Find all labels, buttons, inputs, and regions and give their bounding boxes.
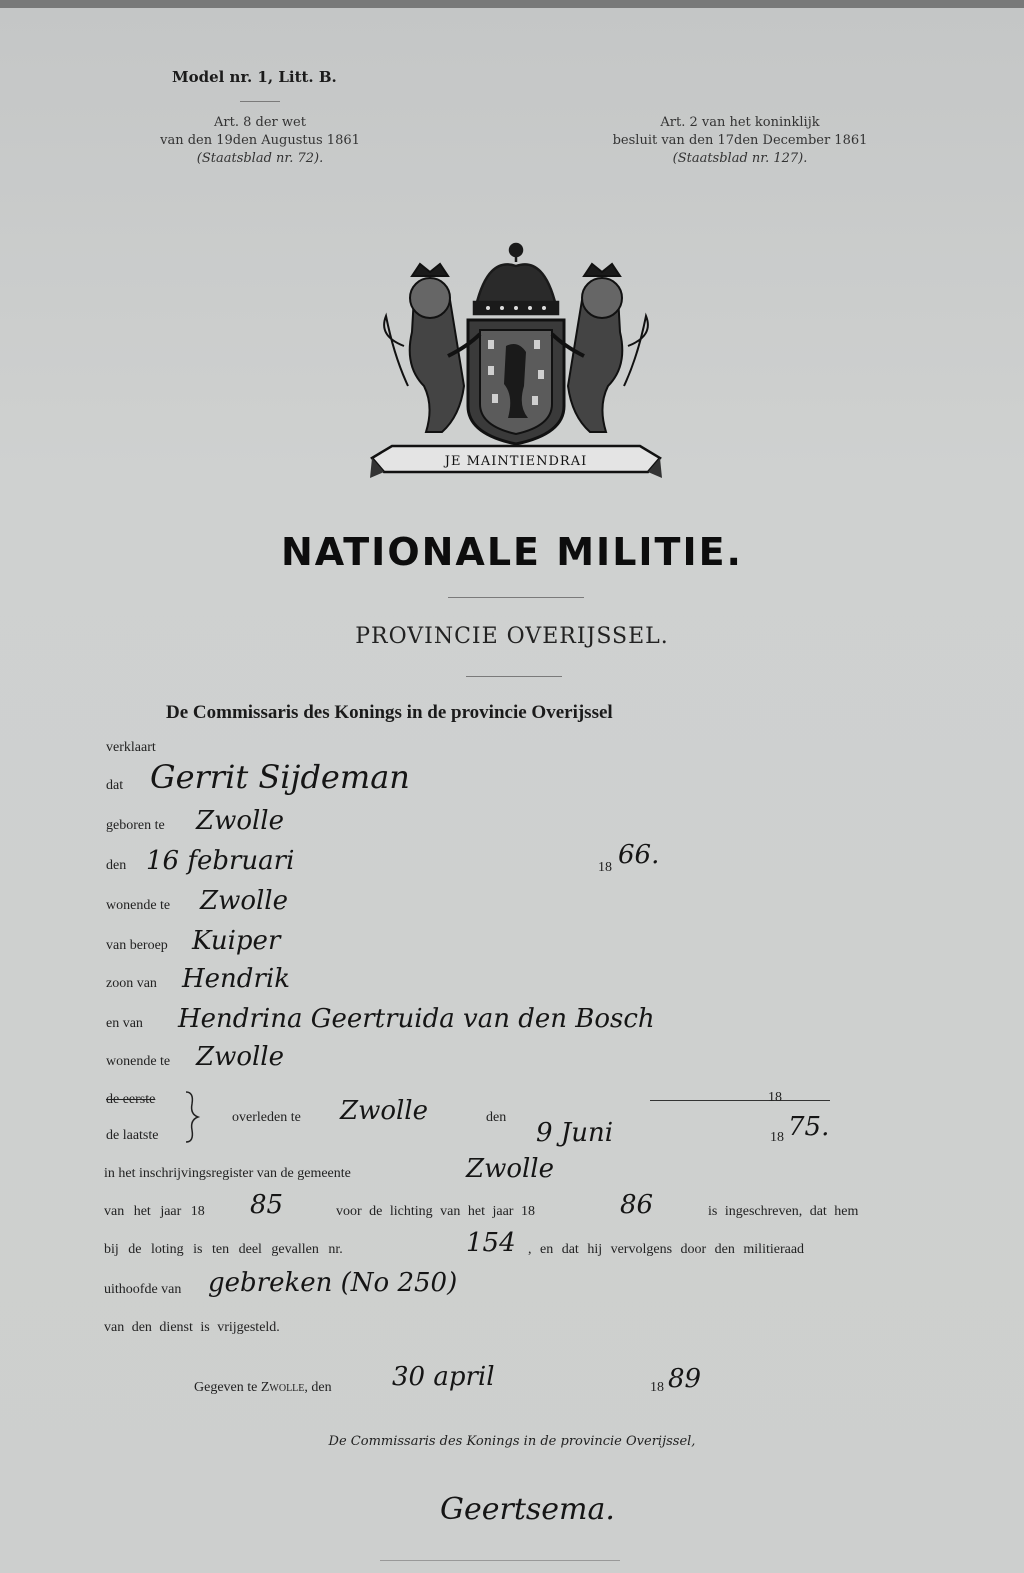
page-title: NATIONALE MILITIE. bbox=[281, 530, 743, 574]
label-van-beroep: van beroep bbox=[106, 938, 168, 953]
field-death-place: Zwolle bbox=[340, 1096, 428, 1126]
text-voor-lichting: voor de lichting van het jaar 18 bbox=[336, 1204, 535, 1219]
coat-of-arms-icon bbox=[368, 236, 664, 484]
field-birth-day: 16 februari bbox=[146, 846, 295, 876]
field-reason: gebreken (No 250) bbox=[208, 1268, 458, 1298]
left-article-line: Art. 8 der wet bbox=[214, 115, 306, 130]
label-dat: dat bbox=[106, 778, 124, 793]
model-number: Model nr. 1, Litt. B. bbox=[172, 68, 337, 86]
label-given-year-prefix: 18 bbox=[650, 1380, 664, 1395]
right-article-line: Art. 2 van het koninklijk bbox=[660, 115, 820, 130]
given-place: Zwolle bbox=[260, 1380, 305, 1395]
field-register-gemeente: Zwolle bbox=[466, 1154, 554, 1184]
label-de-eerste: de eerste bbox=[106, 1092, 156, 1107]
field-name: Gerrit Sijdeman bbox=[150, 758, 410, 796]
field-lichting-year: 86 bbox=[620, 1190, 654, 1220]
field-death-date: 9 Juni bbox=[536, 1118, 614, 1148]
text-register: in het inschrijvingsregister van de gemeente bbox=[104, 1166, 351, 1181]
field-residence: Zwolle bbox=[200, 886, 288, 916]
brace-icon bbox=[182, 1090, 202, 1144]
label-year-prefix-2: 18 bbox=[770, 1130, 784, 1145]
field-death-year: 75. bbox=[788, 1112, 830, 1142]
text-ingeschreven: is ingeschreven, dat hem bbox=[708, 1204, 859, 1219]
field-lot-number: 154 bbox=[466, 1228, 516, 1258]
label-den: den bbox=[106, 858, 127, 873]
right-article-line: besluit van den 17den December 1861 bbox=[612, 133, 868, 148]
right-article-source: (Staatsblad nr. 127). bbox=[672, 151, 808, 166]
given-den: , den bbox=[304, 1380, 332, 1395]
right-article bbox=[590, 114, 890, 168]
divider bbox=[240, 101, 280, 102]
divider bbox=[466, 676, 562, 677]
label-verklaart: verklaart bbox=[106, 740, 156, 755]
label-en-van: en van bbox=[106, 1016, 143, 1031]
text-vrijgesteld: van den dienst is vrijgesteld. bbox=[104, 1320, 280, 1335]
label-year-prefix: 18 bbox=[598, 860, 612, 875]
divider bbox=[380, 1560, 620, 1561]
given-text bbox=[194, 1380, 332, 1396]
field-birth-year: 66. bbox=[618, 840, 660, 870]
given-label: Gegeven te bbox=[194, 1380, 258, 1395]
signature: Geertsema. bbox=[440, 1492, 615, 1527]
label-zoon-van: zoon van bbox=[106, 976, 157, 991]
label-de-laatste: de laatste bbox=[106, 1128, 159, 1143]
field-birthplace: Zwolle bbox=[196, 806, 284, 836]
label-year-18: 18 bbox=[768, 1090, 782, 1105]
text-van-het-jaar: van het jaar 18 bbox=[104, 1204, 205, 1219]
commissioner-heading: De Commissaris des Konings in de provincie Overijssel bbox=[166, 702, 613, 723]
label-wonende-te: wonende te bbox=[106, 898, 171, 913]
field-register-year: 85 bbox=[250, 1190, 284, 1220]
scan-edge bbox=[0, 0, 1024, 8]
province-heading: PROVINCIE OVERIJSSEL. bbox=[355, 624, 669, 649]
label-den-2: den bbox=[486, 1110, 507, 1125]
field-father: Hendrik bbox=[182, 964, 290, 994]
signature-caption: De Commissaris des Konings in de provincie Overijssel, bbox=[328, 1434, 696, 1449]
field-mother: Hendrina Geertruida van den Bosch bbox=[178, 1004, 655, 1034]
label-geboren-te: geboren te bbox=[106, 818, 165, 833]
field-parents-residence: Zwolle bbox=[196, 1042, 284, 1072]
field-given-year: 89 bbox=[668, 1364, 702, 1394]
text-loting: bij de loting is ten deel gevallen nr. bbox=[104, 1242, 343, 1257]
text-vervolgens: , en dat hij vervolgens door den militieraad bbox=[528, 1242, 805, 1257]
left-article-line: van den 19den Augustus 1861 bbox=[160, 133, 360, 148]
field-given-date: 30 april bbox=[392, 1362, 495, 1392]
motto-text: JE MAINTIENDRAI bbox=[444, 454, 588, 469]
label-wonende-te-2: wonende te bbox=[106, 1054, 171, 1069]
left-article bbox=[120, 114, 400, 168]
text-uithoofde: uithoofde van bbox=[104, 1282, 182, 1297]
label-overleden-te: overleden te bbox=[232, 1110, 301, 1125]
strike-line bbox=[650, 1100, 830, 1101]
field-occupation: Kuiper bbox=[192, 926, 281, 956]
divider bbox=[448, 597, 584, 598]
left-article-source: (Staatsblad nr. 72). bbox=[196, 151, 324, 166]
